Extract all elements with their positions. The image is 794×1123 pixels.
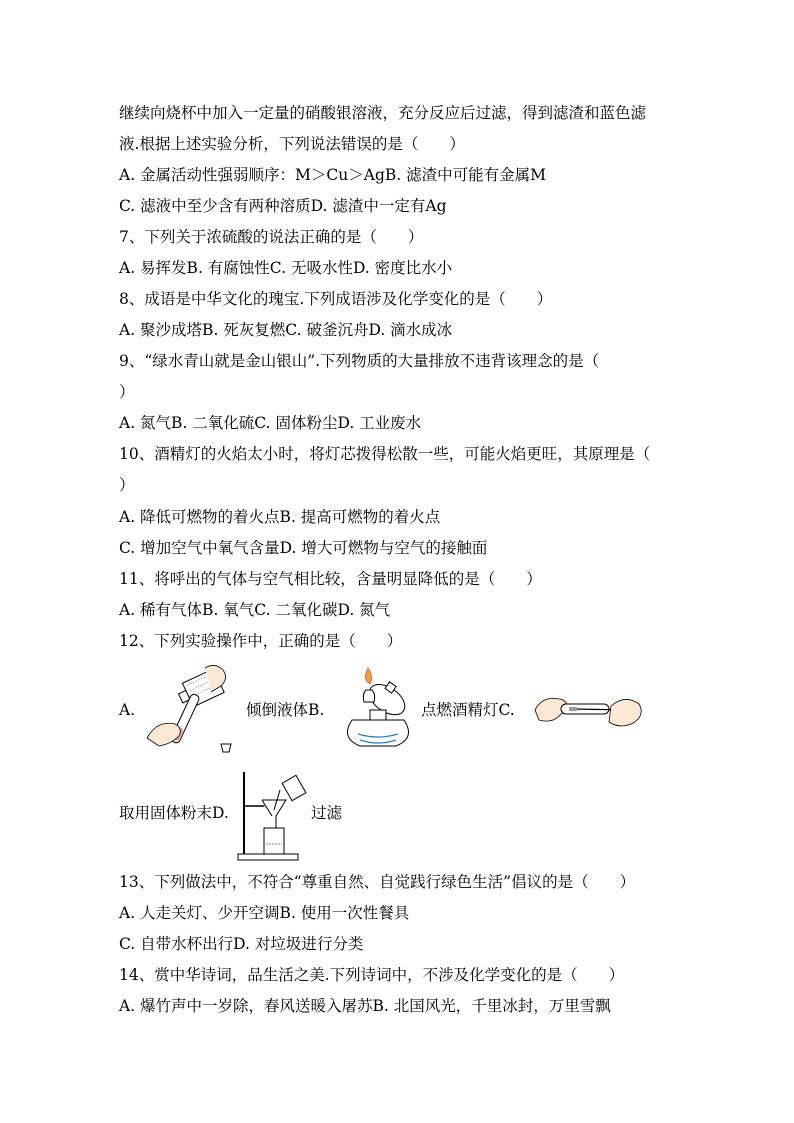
text-line-4: C. 滤液中至少含有两种溶质D. 滤渣中一定有Ag (119, 197, 447, 215)
text-line-9: 9、“绿水青山就是金山银山”.下列物质的大量排放不违背该理念的是（ (119, 352, 600, 370)
text-line-16: 11、将呼出的气体与空气相比较，含量明显降低的是（ ） (119, 570, 542, 588)
text-line-22: 14、赏中华诗词，品生活之美.下列诗词中，不涉及化学变化的是（ ） (119, 966, 625, 984)
text-line-6: A. 易挥发B. 有腐蚀性C. 无吸水性D. 密度比水小 (119, 259, 453, 277)
text-line-12: 10、酒精灯的火焰太小时，将灯芯拨得松散一些，可能火焰更旺，其原理是（ (119, 445, 651, 463)
filtration-figure (236, 770, 310, 862)
option-a-caption: 倾倒液体B. (246, 701, 325, 719)
text-line-1: 继续向烧杯中加入一定量的硝酸银溶液，充分反应后过滤，得到滤渣和蓝色滤 (119, 104, 647, 122)
option-b-caption: 点燃酒精灯C. (421, 701, 515, 719)
text-line-7: 8、成语是中华文化的瑰宝.下列成语涉及化学变化的是（ ） (119, 290, 553, 308)
text-line-10: ） (119, 383, 135, 401)
take-solid-powder-figure (533, 690, 645, 736)
text-line-5: 7、下列关于浓硫酸的说法正确的是（ ） (119, 228, 424, 246)
text-line-2: 液.根据上述实验分析，下列说法错误的是（ ） (119, 135, 465, 153)
text-line-15: C. 增加空气中氧气含量D. 增大可燃物与空气的接触面 (119, 539, 488, 557)
text-line-13: ） (119, 476, 135, 494)
light-alcohol-lamp-figure (338, 664, 420, 756)
text-line-19: 13、下列做法中，不符合“尊重自然、自觉践行绿色生活”倡议的是（ ） (119, 873, 636, 891)
option-d-caption: 过滤 (311, 804, 343, 822)
text-line-17: A. 稀有气体B. 氧气C. 二氧化碳D. 氮气 (119, 601, 391, 619)
text-line-3: A. 金属活动性强弱顺序：M＞Cu＞AgB. 滤渣中可能有金属M (119, 166, 546, 184)
option-c-caption: 取用固体粉末D. (119, 804, 229, 822)
text-line-18: 12、下列实验操作中，正确的是（ ） (119, 632, 403, 650)
pour-liquid-figure (143, 662, 245, 758)
text-line-8: A. 聚沙成塔B. 死灰复燃C. 破釜沉舟D. 滴水成冰 (119, 321, 453, 339)
text-line-14: A. 降低可燃物的着火点B. 提高可燃物的着火点 (119, 508, 441, 526)
text-line-11: A. 氮气B. 二氧化硫C. 固体粉尘D. 工业废水 (119, 414, 422, 432)
text-line-23: A. 爆竹声中一岁除，春风送暖入屠苏B. 北国风光，千里冰封，万里雪飘 (119, 997, 611, 1015)
option-a-label: A. (119, 701, 136, 719)
text-line-20: A. 人走关灯、少开空调B. 使用一次性餐具 (119, 904, 410, 922)
text-line-21: C. 自带水杯出行D. 对垃圾进行分类 (119, 935, 364, 953)
